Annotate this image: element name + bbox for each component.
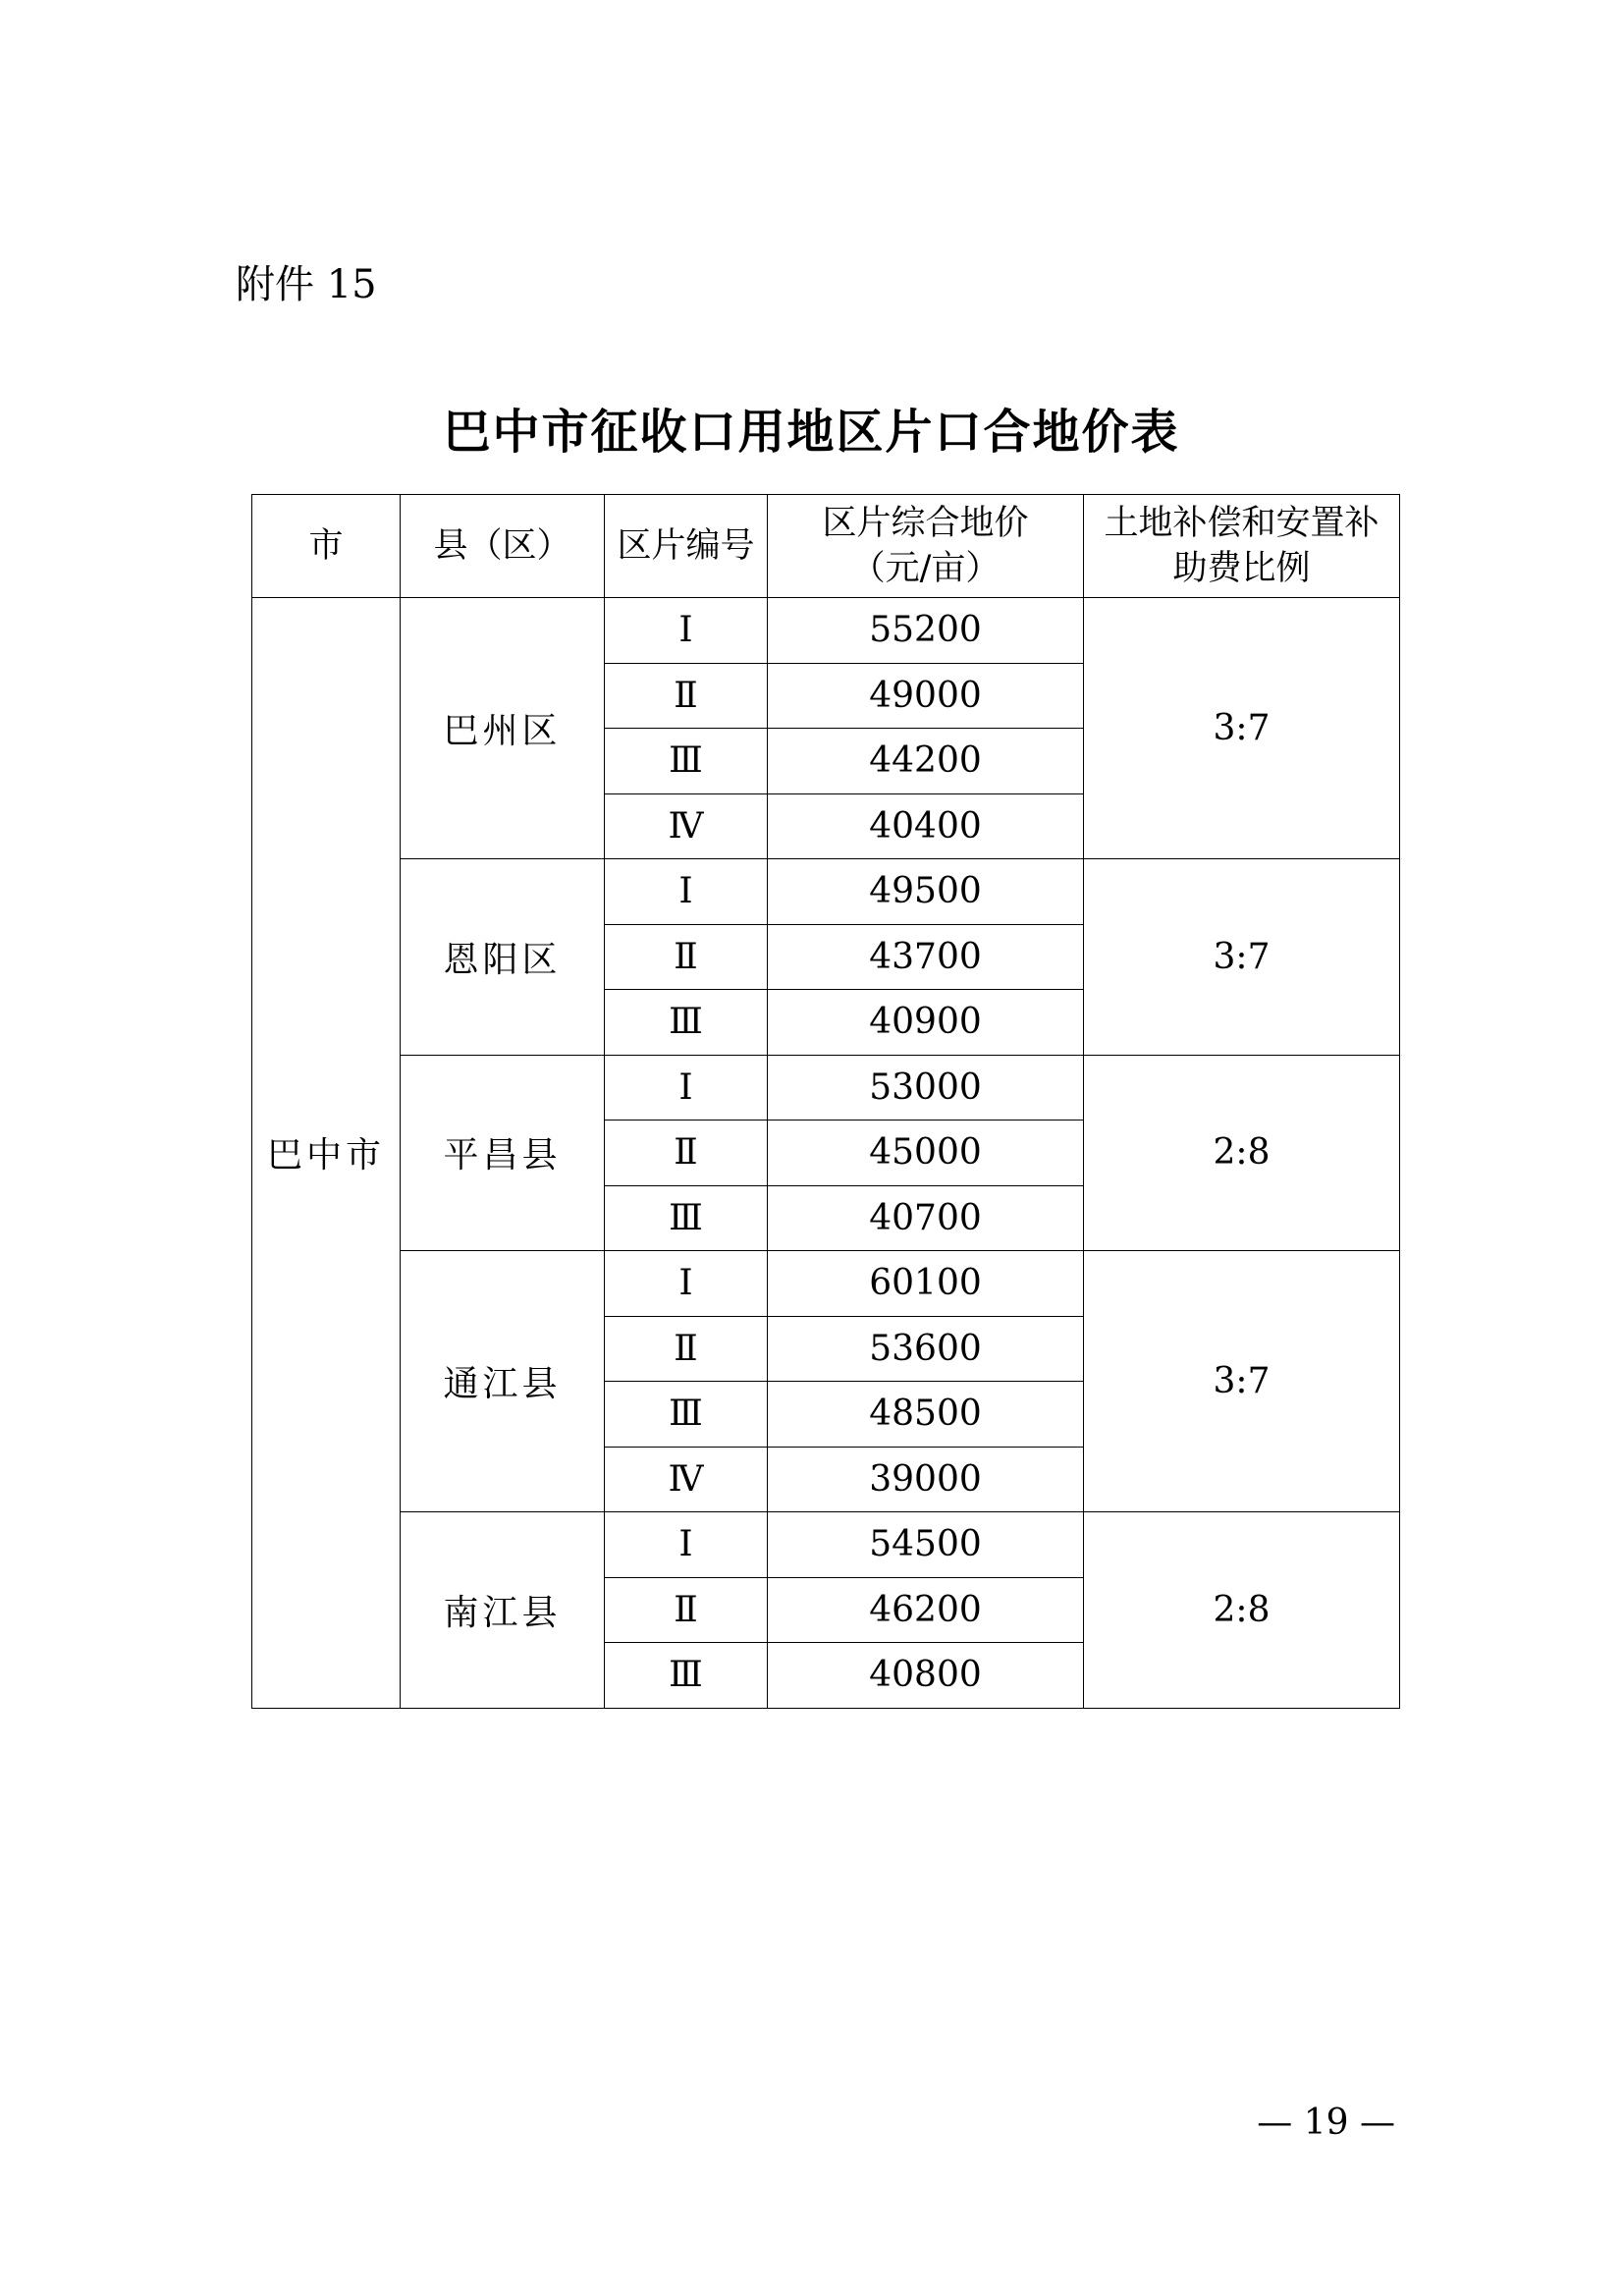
- zone-id-cell: Ⅰ: [605, 1055, 768, 1121]
- zone-id-cell: Ⅳ: [605, 793, 768, 859]
- header-county: 县（区）: [401, 495, 605, 598]
- price-cell: 53000: [768, 1055, 1084, 1121]
- price-cell: 60100: [768, 1251, 1084, 1317]
- price-cell: 40700: [768, 1185, 1084, 1251]
- county-cell: 南江县: [401, 1512, 605, 1709]
- header-price: [768, 495, 1084, 598]
- zone-id-cell: Ⅰ: [605, 1512, 768, 1578]
- zone-id-cell: Ⅱ: [605, 1577, 768, 1643]
- ratio-cell: 3:7: [1084, 1251, 1400, 1512]
- ratio-cell: 3:7: [1084, 598, 1400, 859]
- price-cell: 40900: [768, 990, 1084, 1056]
- zone-id-cell: Ⅲ: [605, 1382, 768, 1448]
- price-cell: 54500: [768, 1512, 1084, 1578]
- price-cell: 55200: [768, 598, 1084, 664]
- zone-id-cell: Ⅰ: [605, 859, 768, 925]
- header-ratio-line1: 土地补偿和安置补: [1104, 504, 1380, 543]
- price-cell: 49500: [768, 859, 1084, 925]
- table-row: [252, 859, 1400, 925]
- price-cell: 43700: [768, 924, 1084, 990]
- price-cell: 49000: [768, 663, 1084, 729]
- land-price-table: [251, 494, 1400, 1709]
- header-price-line2: （元/亩）: [850, 549, 1001, 588]
- price-cell: 44200: [768, 729, 1084, 794]
- price-cell: 40400: [768, 793, 1084, 859]
- price-cell: 46200: [768, 1577, 1084, 1643]
- zone-id-cell: Ⅲ: [605, 1643, 768, 1709]
- table-row: [252, 1055, 1400, 1121]
- zone-id-cell: Ⅳ: [605, 1447, 768, 1512]
- zone-id-cell: Ⅱ: [605, 1121, 768, 1186]
- table-row: [252, 1251, 1400, 1317]
- document-title: 巴中市征收口用地区片口合地价表: [443, 405, 1180, 460]
- ratio-cell: 2:8: [1084, 1512, 1400, 1709]
- table-row: [252, 598, 1400, 664]
- table-row: [252, 1512, 1400, 1578]
- header-city: 市: [252, 495, 401, 598]
- header-ratio: [1084, 495, 1400, 598]
- price-cell: 53600: [768, 1316, 1084, 1382]
- attachment-label: 附件 15: [236, 262, 377, 307]
- zone-id-cell: Ⅲ: [605, 729, 768, 794]
- zone-id-cell: Ⅰ: [605, 1251, 768, 1317]
- zone-id-cell: Ⅲ: [605, 1185, 768, 1251]
- zone-id-cell: Ⅲ: [605, 990, 768, 1056]
- zone-id-cell: Ⅱ: [605, 663, 768, 729]
- zone-id-cell: Ⅱ: [605, 1316, 768, 1382]
- county-cell: 恩阳区: [401, 859, 605, 1056]
- table-header-row: [252, 495, 1400, 598]
- table-body: [252, 598, 1400, 1709]
- county-cell: 平昌县: [401, 1055, 605, 1251]
- price-cell: 40800: [768, 1643, 1084, 1709]
- price-cell: 45000: [768, 1121, 1084, 1186]
- county-cell: 通江县: [401, 1251, 605, 1512]
- county-cell: 巴州区: [401, 598, 605, 859]
- price-cell: 48500: [768, 1382, 1084, 1448]
- price-cell: 39000: [768, 1447, 1084, 1512]
- ratio-cell: 3:7: [1084, 859, 1400, 1056]
- ratio-cell: 2:8: [1084, 1055, 1400, 1251]
- page-number: — 19 —: [1257, 2103, 1395, 2143]
- header-price-line1: 区片综合地价: [822, 504, 1029, 543]
- zone-id-cell: Ⅱ: [605, 924, 768, 990]
- header-ratio-line2: 助费比例: [1172, 549, 1311, 588]
- header-zone-id: 区片编号: [605, 495, 768, 598]
- city-cell: 巴中市: [252, 598, 401, 1709]
- zone-id-cell: Ⅰ: [605, 598, 768, 664]
